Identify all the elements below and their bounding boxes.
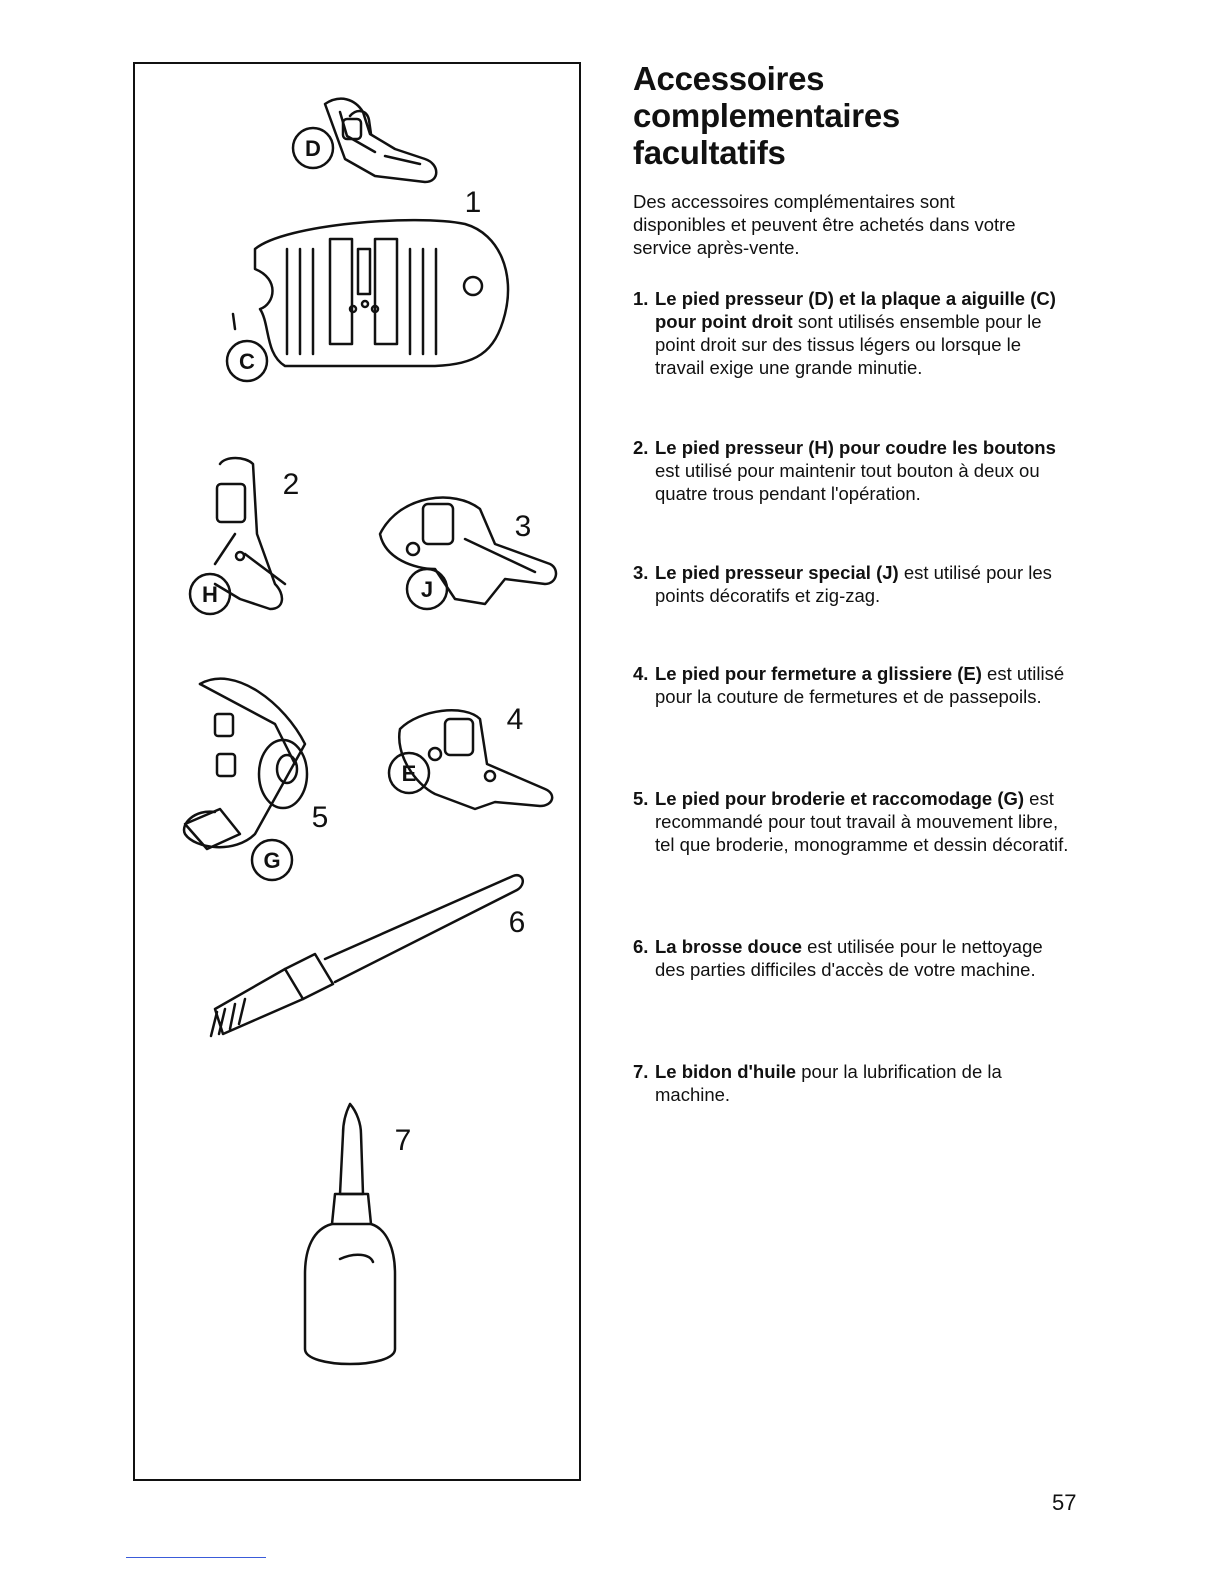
item-bold-text: Le pied presseur special (J) [655,562,899,583]
title-line-2: complementaires [633,97,900,134]
item-text: est utilisée pour le nettoyage des parties difficiles d'accès de votre machine. [655,936,1043,980]
item-number: 6. [633,936,649,957]
item-text: pour la lubrification de la machine. [655,1061,1002,1105]
title-line-1: Accessoires [633,60,825,97]
figure-number-7: 7 [394,1124,412,1157]
item-bold-text: La brosse douce [655,936,803,957]
letter-g: G [263,848,281,873]
button-foot-h-drawing [215,458,285,609]
needle-plate-c-drawing [233,220,508,366]
letter-c: C [239,349,255,374]
figure-number-6: 6 [508,906,526,939]
item-number: 5. [633,788,649,809]
item-text: est utilisé pour maintenir tout bouton à deux ou quatre trous pendant l'opération. [655,460,1040,504]
item-bold-text: Le pied presseur (D) et la plaque a aiguille (C) pour point droit [655,288,1056,332]
illustration-panel [133,62,581,1481]
item-text: est recommandé pour tout travail à mouvement libre, tel que broderie, monogramme et dessin décoratif. [655,788,1069,855]
page-title [633,60,1153,171]
letter-e: E [401,761,417,786]
letter-j: J [420,577,434,602]
item-bold-text: Le pied presseur (H) pour coudre les boutons [655,437,1056,458]
list-item-6 [633,935,1073,981]
item-text: est utilisé pour la couture de fermetures et de passepoils. [655,663,1065,707]
item-text: est utilisé pour les points décoratifs et zig-zag. [655,562,1052,606]
oil-bottle-drawing [305,1104,395,1364]
item-number: 1. [633,288,649,309]
soft-brush-drawing [211,875,523,1036]
figure-number-3: 3 [514,510,532,543]
item-bold-text: Le bidon d'huile [655,1061,797,1082]
list-item-5 [633,787,1073,856]
item-number: 2. [633,437,649,458]
figure-number-2: 2 [282,468,300,501]
footer-rule [126,1557,266,1558]
page-number: 57 [1052,1490,1077,1515]
letter-d: D [305,136,321,161]
list-item-4 [633,662,1073,708]
item-bold-text: Le pied pour broderie et raccomodage (G) [655,788,1025,809]
list-item-3 [633,561,1073,607]
item-text: sont utilisés ensemble pour le point droit sur des tissus légers ou lorsque le travail exige une grande minutie. [655,311,1042,378]
item-bold-text: Le pied pour fermeture a glissiere (E) [655,663,982,684]
item-number: 7. [633,1061,649,1082]
figure-number-4: 4 [506,703,524,736]
title-line-3: facultatifs [633,134,786,171]
list-item-1 [633,287,1073,379]
presser-foot-d-drawing [325,99,436,182]
list-item-2 [633,436,1073,505]
figure-number-1: 1 [464,186,482,219]
list-item-7 [633,1060,1073,1106]
item-number: 3. [633,562,649,583]
item-number: 4. [633,663,649,684]
accessories-illustration [135,64,583,1483]
letter-h: H [202,582,218,607]
intro-paragraph: Des accessoires complémentaires sont disponibles et peuvent être achetés dans votre service après-vente. [633,191,1016,258]
embroidery-foot-g-drawing [184,679,307,849]
figure-number-5: 5 [311,801,329,834]
